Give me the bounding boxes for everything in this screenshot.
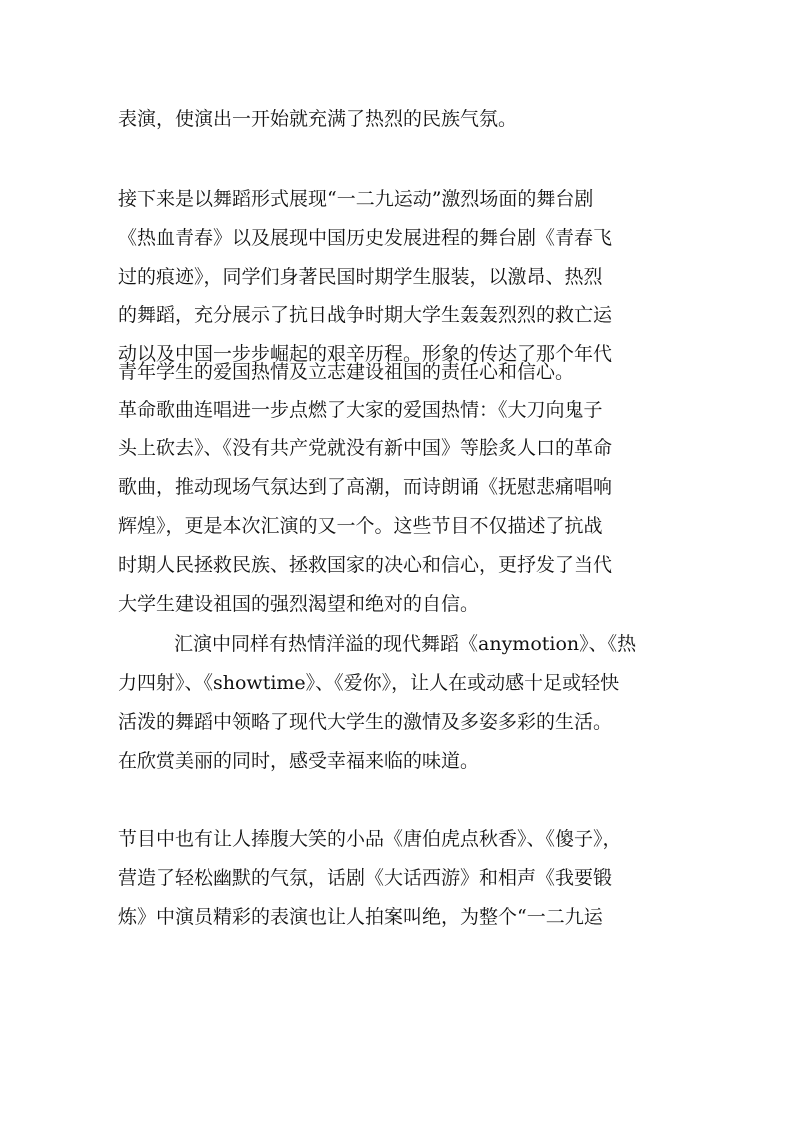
paragraph-2-line-5: 动以及中国一步步崛起的艰辛历程。形象的传达了那个年代: [118, 343, 613, 365]
paragraph-5-line-3: 炼》中演员精彩的表演也让人拍案叫绝，为整个“一二九运: [118, 906, 603, 928]
paragraph-4-line-2: 力四射》、《showtime》、《爱你》，让人在或动感十足或轻快: [118, 672, 620, 694]
paragraph-2-line-1: 接下来是以舞蹈形式展现“一二九运动”激烈场面的舞台剧: [118, 188, 594, 210]
paragraph-4-line-1: 汇演中同样有热情洋溢的现代舞蹈《anymotion》、《热: [174, 633, 637, 655]
paragraph-3-line-1: 革命歌曲连唱进一步点燃了大家的爱国热情：《大刀向鬼子: [118, 399, 603, 421]
paragraph-3-line-5: 时期人民拯救民族、拯救国家的决心和信心，更抒发了当代: [118, 554, 613, 576]
paragraph-4-line-3: 活泼的舞蹈中领略了现代大学生的激情及多姿多彩的生活。: [118, 711, 613, 733]
paragraph-3-line-4: 辉煌》，更是本次汇演的又一个。这些节目不仅描述了抗战: [118, 515, 603, 537]
paragraph-2-line-3: 过的痕迹》，同学们身著民国时期学生服装，以激昂、热烈: [118, 266, 603, 288]
paragraph-2-line-2: 《热血青春》以及展现中国历史发展进程的舞台剧《青春飞: [118, 227, 613, 249]
paragraph-5-line-1: 节目中也有让人捧腹大笑的小品《唐伯虎点秋香》、《傻子》，: [118, 828, 622, 850]
paragraph-2-line-4: 的舞蹈，充分展示了抗日战争时期大学生轰轰烈烈的救亡运: [118, 304, 613, 326]
paragraph-3-line-2: 头上砍去》、《没有共产党就没有新中国》等脍炙人口的革命: [118, 437, 613, 459]
paragraph-1-line-1: 表演，使演出一开始就充满了热烈的民族气氛。: [118, 108, 518, 130]
paragraph-5-line-2: 营造了轻松幽默的气氛，话剧《大话西游》和相声《我要锻: [118, 867, 613, 889]
paragraph-2-line-6: 青年学生的爱国热情及立志建设祖国的责任心和信心。: [118, 361, 575, 383]
paragraph-3-line-6: 大学生建设祖国的强烈渴望和绝对的自信。: [118, 593, 480, 615]
paragraph-4-line-4: 在欣赏美丽的同时，感受幸福来临的味道。: [118, 750, 480, 772]
paragraph-3-line-3: 歌曲，推动现场气氛达到了高潮，而诗朗诵《抚慰悲痛唱响: [118, 476, 613, 498]
